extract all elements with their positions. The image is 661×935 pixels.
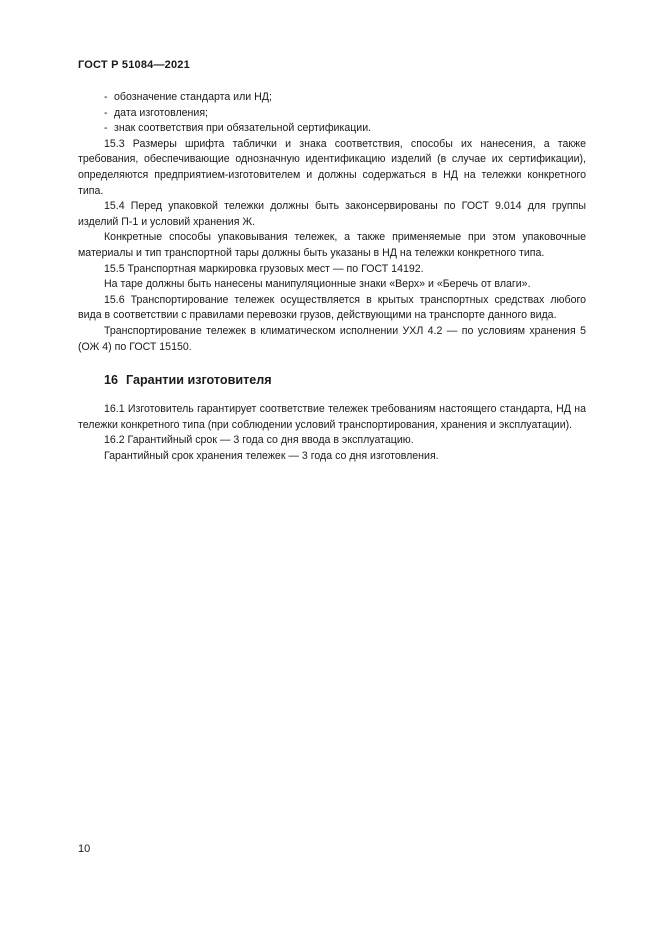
page-number: 10 (78, 843, 91, 855)
document-body (78, 90, 586, 464)
list-item (78, 121, 586, 137)
paragraph-16-1: 16.1 Изготовитель гарантирует соответствие тележек требованиям настоящего стандарта, НД на тележки конкретного типа (при соблюдении условий транспортирования, хранения и эксплуатации). (78, 403, 586, 431)
paragraph-15-6: 15.6 Транспортирование тележек осуществляется в крытых транспортных средствах любого вида в соответствии с правилами перевозки грузов, действующими на транспорте данного вида. (78, 293, 586, 322)
paragraph-16-2: 16.2 Гарантийный срок — 3 года со дня ввода в эксплуатацию. (104, 434, 414, 447)
paragraph-15-3: 15.3 Размеры шрифта таблички и знака соответствия, способы их нанесения, а также требования, обеспечивающие однозначную идентификацию изделий (в случае их сертификации), определяются предприятием-изготовителем и должны содержаться в НД на тележки конкретного типа. (78, 137, 586, 197)
list-item-text: дата изготовления; (114, 106, 209, 119)
list-item-text: обозначение стандарта или НД; (114, 91, 272, 103)
section-number: 16 (104, 373, 119, 388)
paragraph-storage-warranty: Гарантийный срок хранения тележек — 3 года со дня изготовления. (104, 449, 439, 462)
paragraph-15-5: 15.5 Транспортная маркировка грузовых мест — по ГОСТ 14192. (104, 262, 424, 275)
list-item (78, 90, 586, 106)
paragraph-15-4: 15.4 Перед упаковкой тележки должны быть законсервированы по ГОСТ 9.014 для группы изделий П-1 и условий хранения Ж. (78, 200, 586, 228)
list-dash-marker: - (104, 122, 108, 135)
section-title: Гарантии изготовителя (126, 373, 272, 388)
paragraph-handling-marks: На таре должны быть нанесены манипуляционные знаки «Верх» и «Беречь от влаги». (104, 278, 531, 291)
list-item-text: знак соответствия при обязательной сертификации. (114, 122, 372, 135)
paragraph-climate-transport: Транспортирование тележек в климатическом исполнении УХЛ 4.2 — по условиям хранения 5 (ОЖ 4) по ГОСТ 15150. (78, 324, 586, 353)
section-heading (78, 372, 586, 389)
document-code-header: ГОСТ Р 51084—2021 (78, 59, 190, 71)
list-item (78, 106, 586, 122)
paragraph-packaging: Конкретные способы упаковывания тележек, а также применяемые при этом упаковочные материалы и тип транспортной тары должны быть указаны в НД на тележки конкретного типа. (78, 231, 586, 259)
list-dash-marker: - (104, 91, 108, 103)
list-dash-marker: - (104, 106, 108, 119)
